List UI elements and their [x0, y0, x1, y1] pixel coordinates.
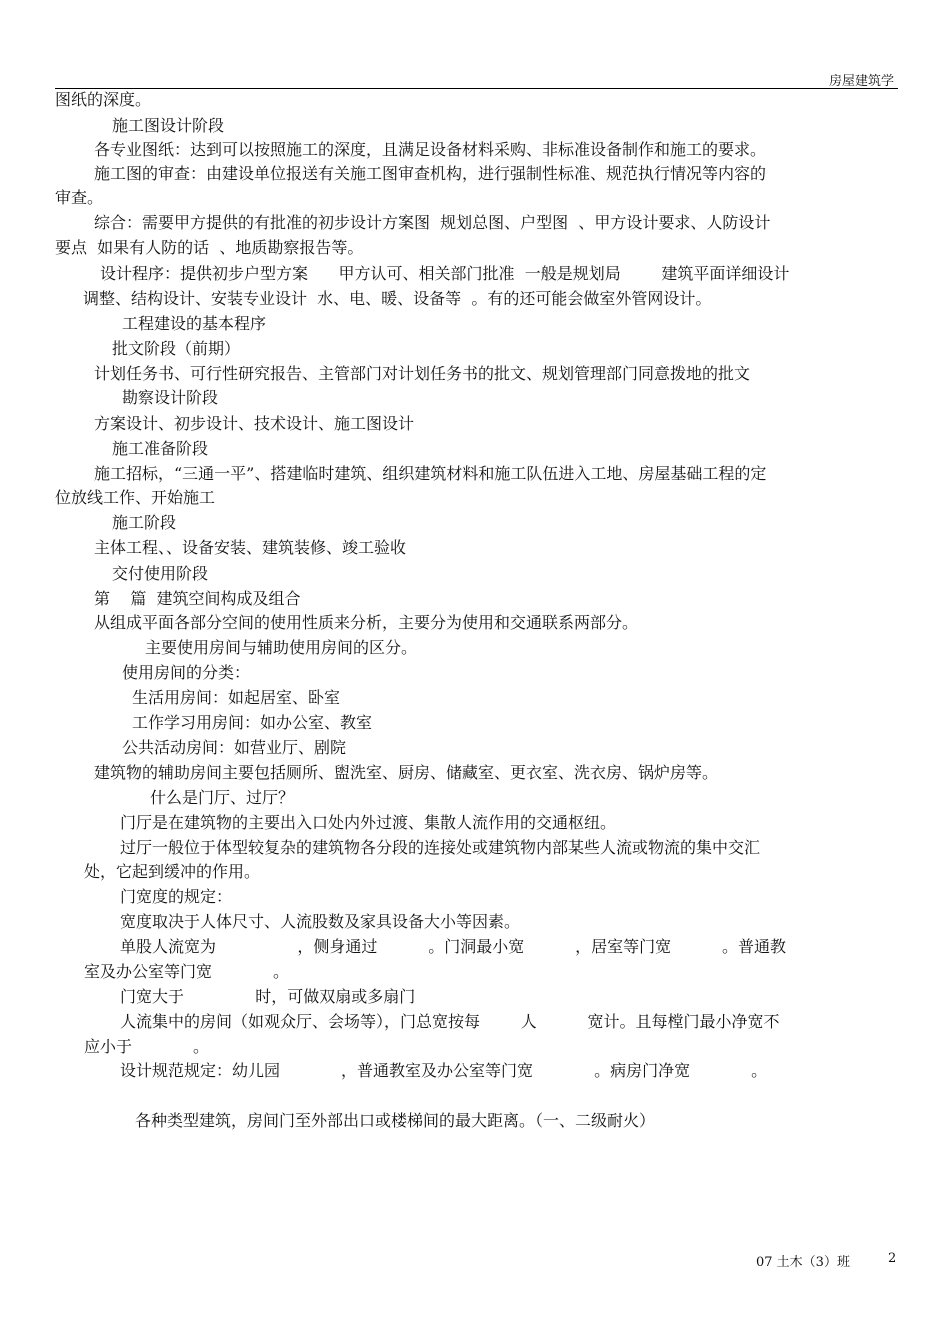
text-line: 公共活动房间：如营业厅、剧院 [122, 738, 347, 757]
text-line: 勘察设计阶段 [122, 388, 219, 407]
text-line: 施工图设计阶段 [112, 116, 225, 135]
text-line: 施工图的审查：由建设单位报送有关施工图审查机构，进行强制性标准、规范执行情况等内容的 [94, 164, 767, 183]
text-line: 调整、结构设计、安装专业设计 水、电、暖、设备等 。有的还可能会做室外管网设计。 [83, 289, 712, 308]
text-line: 施工阶段 [112, 513, 177, 532]
text-line: 各种类型建筑，房间门至外部出口或楼梯间的最大距离。（一、二级耐火） [135, 1111, 656, 1130]
text-line: 第 篇 建筑空间构成及组合 [94, 589, 301, 608]
text-line: 批文阶段（前期） [112, 339, 241, 358]
text-line: 主要使用房间与辅助使用房间的区分。 [145, 638, 418, 657]
text-line: 门宽大于 时，可做双扇或多扇门 [120, 987, 416, 1006]
text-line: 要点 如果有人防的话 、地质勘察报告等。 [55, 238, 364, 257]
text-line: 审查。 [55, 188, 104, 207]
text-line: 方案设计、初步设计、技术设计、施工图设计 [94, 414, 415, 433]
text-line: 建筑物的辅助房间主要包括厕所、盥洗室、厨房、储藏室、更衣室、洗衣房、锅炉房等。 [94, 763, 719, 782]
footer-class-label: 07 土木（3）班 [756, 1255, 850, 1270]
text-line: 计划任务书、可行性研究报告、主管部门对计划任务书的批文、规划管理部门同意拨地的批文 [94, 364, 751, 383]
header-rule [55, 88, 898, 89]
text-line: 使用房间的分类： [122, 663, 251, 682]
text-line: 交付使用阶段 [112, 564, 209, 583]
text-line: 图纸的深度。 [55, 90, 152, 109]
text-line: 设计程序：提供初步户型方案 甲方认可、相关部门批准 一般是规划局 建筑平面详细设计 [100, 264, 790, 283]
text-line: 人流集中的房间（如观众厅、会场等），门总宽按每 人 宽计。且每樘门最小净宽不 [120, 1012, 780, 1031]
text-line: 工作学习用房间：如办公室、教室 [132, 713, 373, 732]
text-line: 门宽度的规定： [120, 887, 233, 906]
text-line: 主体工程、、设备安装、建筑装修、竣工验收 [94, 538, 407, 557]
page-number: 2 [888, 1251, 897, 1266]
text-line: 室及办公室等门宽 。 [84, 962, 290, 981]
text-line: 过厅一般位于体型较复杂的建筑物各分段的连接处或建筑物内部某些人流或物流的集中交汇 [120, 838, 761, 857]
text-line: 门厅是在建筑物的主要出入口处内外过渡、集散人流作用的交通枢纽。 [120, 813, 617, 832]
page-header-title: 房屋建筑学 [828, 74, 894, 89]
text-line: 应小于 。 [84, 1037, 210, 1056]
text-line: 设计规范规定：幼儿园 ，普通教室及办公室等门宽 。病房门净宽 。 [120, 1061, 768, 1080]
text-line: 位放线工作、开始施工 [55, 488, 216, 507]
text-line: 什么是门厅、过厅？ [150, 788, 295, 807]
text-line: 各专业图纸：达到可以按照施工的深度，且满足设备材料采购、非标准设备制作和施工的要求。 [94, 140, 767, 159]
text-line: 处，它起到缓冲的作用。 [84, 862, 261, 881]
text-line: 宽度取决于人体尺寸、人流股数及家具设备大小等因素。 [120, 912, 521, 931]
text-line: 从组成平面各部分空间的使用性质来分析，主要分为使用和交通联系两部分。 [94, 613, 639, 632]
text-line: 综合：需要甲方提供的有批准的初步设计方案图 规划总图、户型图 、甲方设计要求、人防设计 [94, 213, 771, 232]
text-line: 工程建设的基本程序 [122, 314, 267, 333]
text-line: 施工招标，“三通一平”、搭建临时建筑、组织建筑材料和施工队伍进入工地、房屋基础工程的定 [94, 464, 767, 483]
text-line: 生活用房间：如起居室、卧室 [132, 688, 341, 707]
text-line: 施工准备阶段 [112, 439, 209, 458]
text-line: 单股人流宽为 ，侧身通过 。门洞最小宽 ，居室等门宽 。普通教 [120, 937, 786, 956]
